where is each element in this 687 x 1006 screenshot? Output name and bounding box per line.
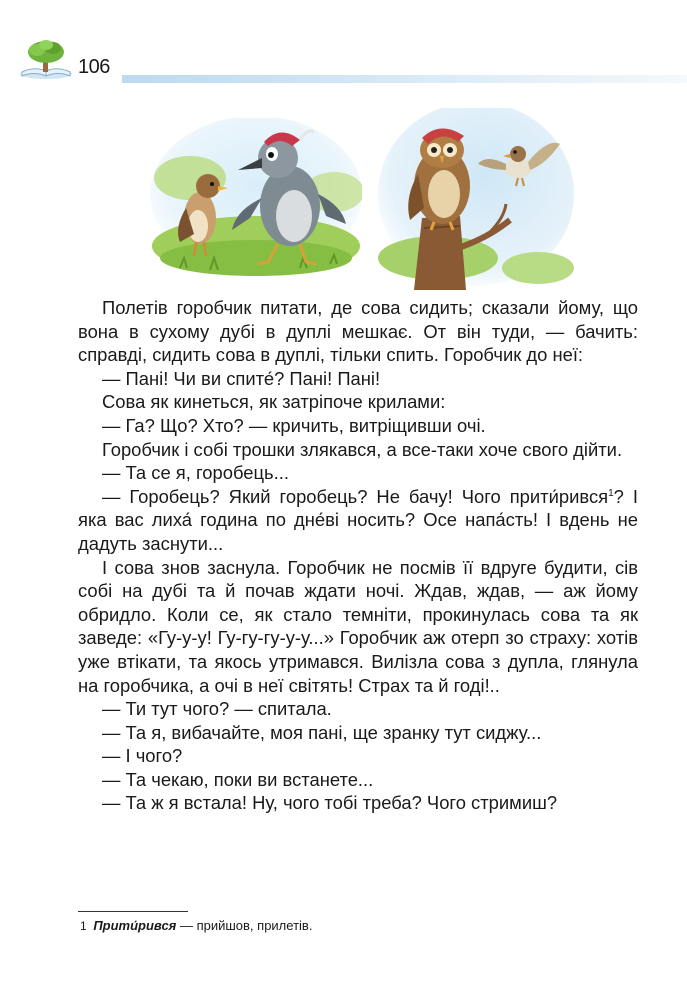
footnote-definition: — прийшов, прилетів. — [176, 918, 313, 933]
dialogue-line: — Та ж я встала! Ну, чого тобі треба? Чого стримиш? — [102, 792, 558, 814]
footnote-number: 1 — [80, 919, 87, 933]
page-number: 106 — [78, 56, 110, 78]
paragraph: Сова як кинеться, як затріпоче крилами: — [102, 391, 446, 413]
dialogue-line: — Пані! Чи ви спите́? Пані! Пані! — [102, 367, 381, 389]
owl-and-sparrow-illustration — [378, 108, 574, 290]
footnote — [80, 917, 600, 935]
dialogue-text: ? І яка вас лиха́ година по дне́ві носить? Осе напа́сть! І вдень не дадуть заснути... — [78, 485, 638, 554]
dialogue-text: — Горобець? Який горобець? Не бачу! Чого прити́рився — [102, 485, 609, 507]
header-rule — [122, 75, 687, 83]
paragraph: Горобчик і собі трошки злякався, а все-таки хоче свого дійти. — [102, 438, 623, 460]
footnote-term: Прити́рився — [93, 918, 177, 933]
footnote-marker: 1 — [608, 487, 614, 499]
dialogue-line: — Та се я, горобець... — [102, 462, 289, 484]
dialogue-line: — Ти тут чого? — спитала. — [102, 698, 332, 720]
paragraph: Полетів горобчик питати, де сова сидить; сказали йому, що вона в сухому дубі в дуплі мешкає. От він туди, — бачить: справді, сидить сова в дуплі, тільки спить. Горобчик до неї: — [78, 297, 638, 366]
sparrow-and-crow-illustration — [150, 118, 362, 278]
dialogue-line: — Га? Що? Хто? — кричить, витріщивши очі. — [102, 414, 486, 436]
footnote-divider — [78, 911, 188, 912]
story-text — [78, 296, 638, 815]
paragraph: І сова знов заснула. Горобчик не посмів її вдруге будити, сів собі на дубі та й почав ждати ночі. Ждав, ждав, — аж йому обридло. Коли се, як стало темніти, прокинулась сова та як заведе: «Гу-у-у! Гу-гу-гу-у-у...» Горобчик аж отерп зо страху: хотів уже втікати, та якось утримався. Вилізла сова з дупла, глянула на горобчика, а очі в неї світять! Страх та й годі!.. — [78, 556, 638, 696]
page-header — [18, 38, 687, 88]
dialogue-line: — Та я, вибачайте, моя пані, ще зранку тут сиджу... — [102, 721, 542, 743]
dialogue-line-with-footnote — [78, 485, 638, 556]
dialogue-line: — Та чекаю, поки ви встанете... — [102, 768, 374, 790]
tree-book-logo-icon — [18, 38, 74, 80]
dialogue-line: — І чого? — [102, 745, 183, 767]
